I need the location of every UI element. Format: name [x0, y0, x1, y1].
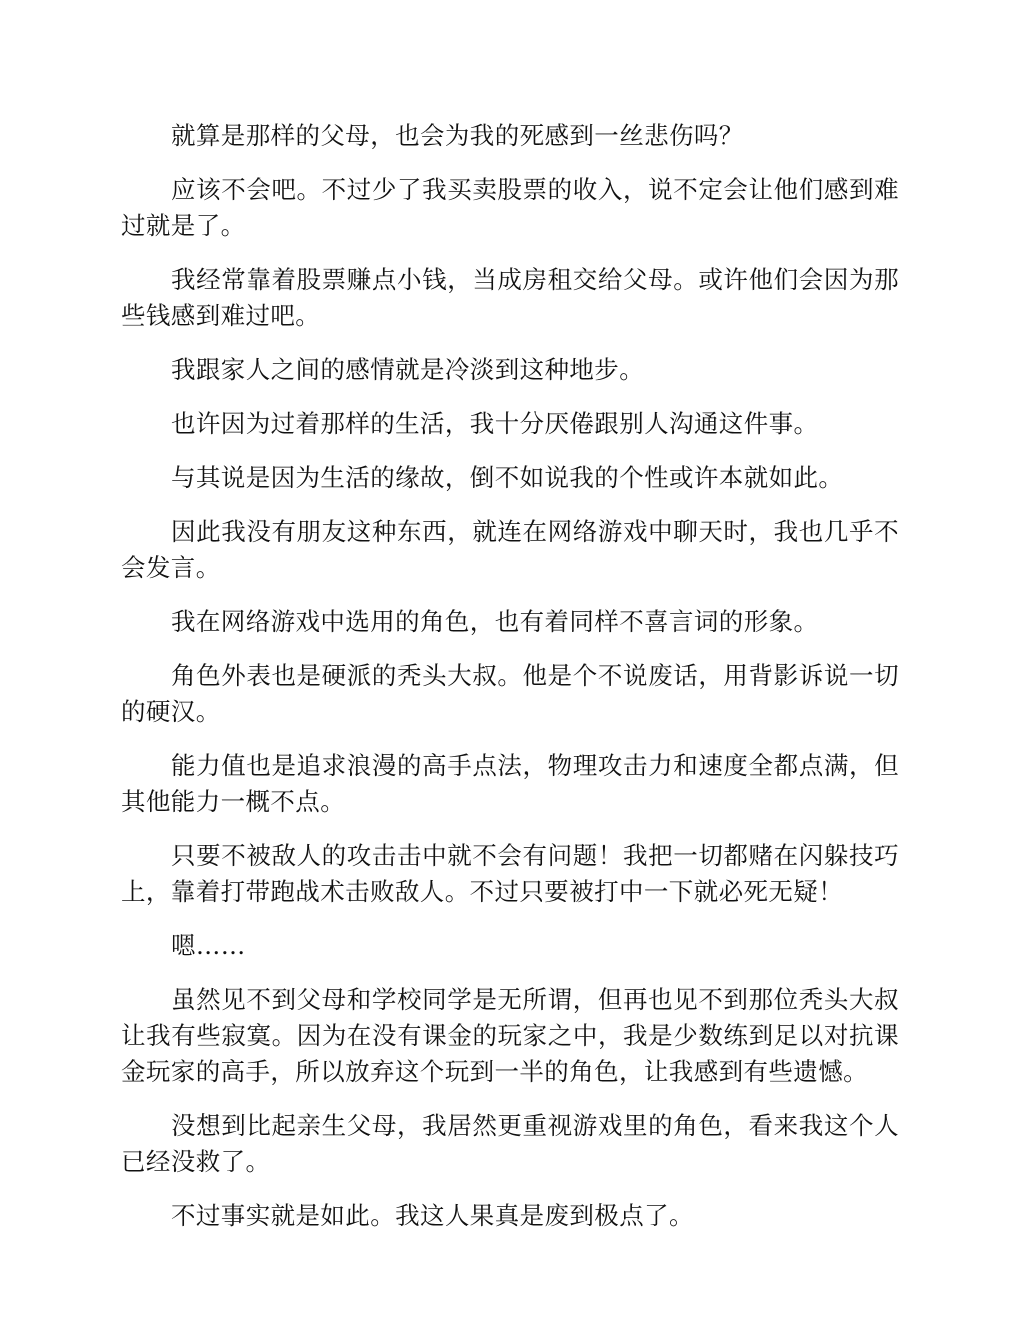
paragraph: 就算是那样的父母，也会为我的死感到一丝悲伤吗？: [171, 121, 744, 150]
paragraph: 应该不会吧。不过少了我买卖股票的收入，说不定会让他们感到难过就是了。: [121, 175, 899, 240]
document-body: [121, 118, 899, 1252]
paragraph: 不过事实就是如此。我这人果真是废到极点了。: [171, 1201, 694, 1230]
paragraph: 能力值也是追求浪漫的高手点法，物理攻击力和速度全都点满，但其他能力一概不点。: [121, 751, 899, 816]
paragraph: 因此我没有朋友这种东西，就连在网络游戏中聊天时，我也几乎不会发言。: [121, 517, 899, 582]
paragraph: 我经常靠着股票赚点小钱，当成房租交给父母。或许他们会因为那些钱感到难过吧。: [121, 265, 899, 330]
paragraph: 也许因为过着那样的生活，我十分厌倦跟别人沟通这件事。: [171, 409, 819, 438]
paragraph: 我跟家人之间的感情就是冷淡到这种地步。: [171, 355, 645, 384]
paragraph: 没想到比起亲生父母，我居然更重视游戏里的角色，看来我这个人已经没救了。: [121, 1111, 899, 1176]
paragraph: 只要不被敌人的攻击击中就不会有问题！我把一切都赌在闪躲技巧上，靠着打带跑战术击败敌人。不过只要被打中一下就必死无疑！: [121, 841, 899, 906]
paragraph: 虽然见不到父母和学校同学是无所谓，但再也见不到那位秃头大叔让我有些寂寞。因为在没有课金的玩家之中，我是少数练到足以对抗课金玩家的高手，所以放弃这个玩到一半的角色，让我感到有些遗憾。: [121, 985, 899, 1086]
paragraph: 角色外表也是硬派的秃头大叔。他是个不说废话，用背影诉说一切的硬汉。: [121, 661, 899, 726]
paragraph: 与其说是因为生活的缘故，倒不如说我的个性或许本就如此。: [171, 463, 844, 492]
paragraph: 我在网络游戏中选用的角色，也有着同样不喜言词的形象。: [171, 607, 819, 636]
paragraph: 嗯……: [171, 931, 246, 960]
